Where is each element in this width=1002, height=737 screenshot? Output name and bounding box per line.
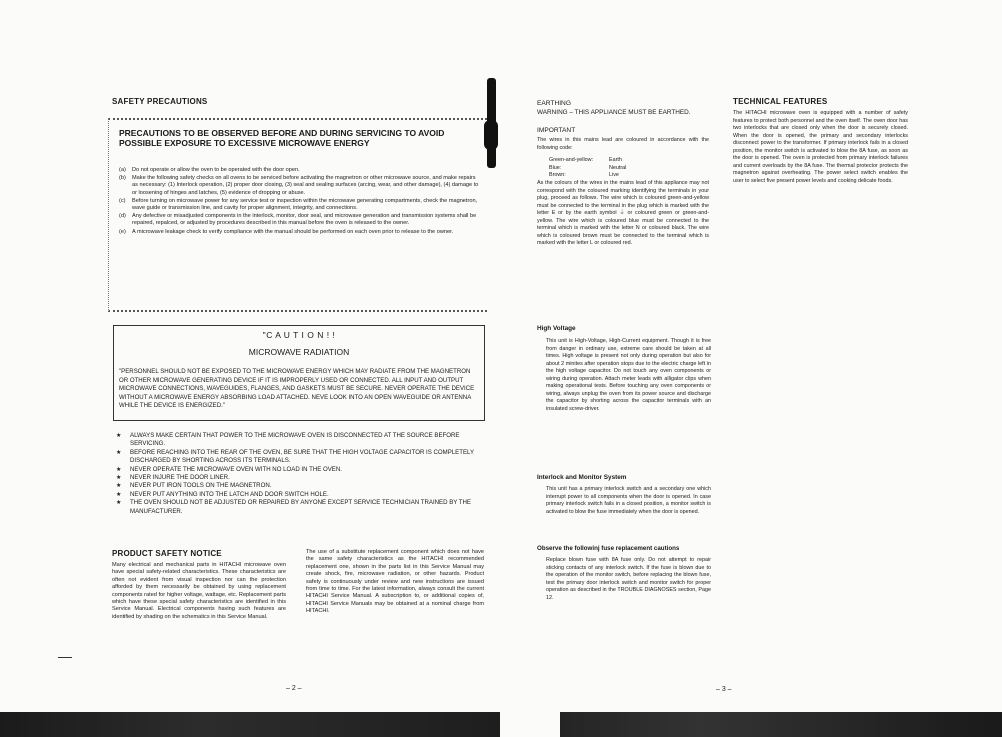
caution-title: "C A U T I O N ! !: [262, 330, 336, 340]
product-safety-col1: Many electrical and mechanical parts in HITACHI microwave oven have special safety-related characteristics. These characteristics are often not evident from visual inspection nor can the protection afforded by them necessarily be obtained by using replacement components rated for higher voltage, wattage, etc. Replacement parts which have these special safety characteristics are identified in this Service Manual. Electrical components having such features are identified by shading on the schematics in this Service Manual.: [112, 562, 286, 620]
scan-edge-gap: [500, 712, 560, 737]
list-item: ★ NEVER INJURE THE DOOR LINER.: [116, 474, 486, 482]
earthing-warning: WARNING – THIS APPLIANCE MUST BE EARTHED.: [537, 109, 691, 116]
precautions-list: [119, 167, 479, 236]
margin-dash: [58, 657, 72, 658]
list-item: (c) Before turning on microwave power for any service test or inspection within the microwave generating compartments, check the magnetron, wave guide or transmission line, and cavity for proper alignment, integrity, and connections.: [119, 197, 478, 212]
high-voltage-title: High Voltage: [537, 325, 576, 332]
interlock-body: This unit has a primary interlock switch and a secondary one which interrupt power to all components when the door is opened. In case primary interlock switch fails in a closed position, a monitor switch is activated to blow the fuse immediately when the door is opened.: [546, 486, 711, 515]
list-item: ★ NEVER PUT IRON TOOLS ON THE MAGNETRON.: [116, 482, 486, 490]
fuse-title: Observe the followinj fuse replacement cautions: [537, 545, 680, 552]
earthing-title: EARTHING: [537, 100, 571, 107]
list-item: (e) A microwave leakage check to verify compliance with the manual should be performed on each oven prior to release to the owner.: [119, 228, 454, 235]
caution-box: [113, 325, 485, 421]
table-row: Blue: Neutral: [549, 164, 627, 171]
list-item: ★ BEFORE REACHING INTO THE REAR OF THE OVEN, BE SURE THAT THE HIGH VOLTAGE CAPACITOR IS COMPLETELY DISCHARGED BY SHORTING ACROSS ITS TERMINALS.: [116, 449, 486, 466]
caution-subtitle: MICROWAVE RADIATION: [248, 347, 350, 357]
list-item: ★ THE OVEN SHOULD NOT BE ADJUSTED OR REPAIRED BY ANYONE EXCEPT SERVICE TECHNICIAN TRAINED BY THE MANUFACTURER.: [116, 499, 486, 516]
list-item: ★ ALWAYS MAKE CERTAIN THAT POWER TO THE MICROWAVE OVEN IS DISCONNECTED AT THE SOURCE BEFORE SERVICING.: [116, 432, 486, 449]
safety-precautions-title: SAFETY PRECAUTIONS: [112, 97, 208, 106]
list-item: (b) Make the following safety checks on all ovens to be serviced before activating the magnetron or other microwave source, and make repairs as necessary: (1) Interlock operation, (2) proper door closing, (3) seal and sealing surfaces (arcing, wear, and other damage), (4) damage to or loosening of hinges and latches, (5) evidence of dropping or abuse.: [119, 175, 479, 196]
interlock-title: Interlock and Monitor System: [537, 474, 627, 481]
technical-features-body: The HITACHI microwave oven is equipped with a number of safety features to protect both personnel and the oven itself. The oven door has two interlocks that are closed only when the door is securely closed. When the door is opened, the primary and secondary interlocks disconnect power to the transformer. If primary interlock fails in a closed position, the monitor switch is activated to blow the 8A fuse, as soon as the door is opened. The oven is protected from primary interlock failures and current overloads by the 8A fuse. The thermal protector protects the magnetron against overheating. The power select switch enables the user to select five present power levels and cooking delicate foods.: [733, 110, 908, 184]
high-voltage-body: This unit is High-Voltage, High-Current equipment. Though it is free from danger in ordinary use, extreme care should be taken at all times. High voltage is present not only during operation but also for about 2 minites after operation stops due to the electric charge left in the high voltage capacitor. Do not touch any oven components or wiring during operation. Attach meter leads with alligator clips when making operational tests. Before touching any oven components or wiring, always unplug the oven from its power source and discharge the capacitor by shorting across the capacitor terminals with an insulated screw-driver.: [546, 338, 711, 412]
table-row: Green-and-yellow: Earth: [549, 157, 622, 163]
list-item: ★ NEVER PUT ANYTHING INTO THE LATCH AND DOOR SWITCH HOLE.: [116, 491, 486, 499]
caution-text: "PERSONNEL SHOULD NOT BE EXPOSED TO THE MICROWAVE ENERGY WHICH MAY RADIATE FROM THE MAGNETRON OR OTHER MICROWAVE GENERATING DEVICE IF IT IS IMPROPERLY USED OR CONNECTED. ALL INPUT AND OUTPUT MICROWAVE CONNECTIONS, WAVEGUIDES, FLANGES, AND GASKETS MUST BE SECURE. NEVER OPERATE THE DEVICE WITHOUT A MICROWAVE ENERGY ABSORBING LOAD ATTACHED. NEVE LOOK INTO AN OPEN WAVEGUIDE OR ANTENNA WHILE THE DEVICE IS ENERGIZED.": [119, 368, 475, 409]
warning-list: [116, 432, 486, 516]
product-safety-col2: The use of a substitute replacement component which does not have the same safety characteristics as the HITACHI recommended replacement one, shown in the parts list in this Service Manual may create shock, fire, microwave radiation, or other hazards. Product safety is continuously under review and new instructions are issued from time to time. For the latest information, always consult the current HITACHI Service Manual. A subscription to, or additional copies of, HITACHI Service Manuals may be obtained at a nominal charge from HITACHI.: [306, 549, 484, 615]
list-item: ★ NEVER OPERATE THE MICROWAVE OVEN WITH NO LOAD IN THE OVEN.: [116, 466, 486, 474]
table-row: Brown: Live: [549, 172, 619, 179]
fuse-body: Replace blown fuse with 8A fuse only. Do not attempt to repair sticking contacts of any interlock switch. If the fuse is blown due to the operation of the monitor switch, before replacing the blown fuse, test the primary door interlock switch and monitor switch for proper operation as described in the TROUBLE DIAGNOSES section, Page 12.: [546, 557, 711, 601]
precautions-box: [108, 118, 487, 312]
important-body: As the colours of the wires in the mains lead of this appliance may not correspond with the coloured marking identifying the terminals in your plug, proceed as follows. The wire which is coloured green-and-yellow must be connected to the terminal in the plug which is marked with the letter E or by the earth symbol ⏚ or coloured green or green-and-yellow. The wire which is coloured blue must be connected to the terminal which is marked with the letter N or coloured black. The wire which is coloured brown must be connected to the terminal which is marked with the letter L or coloured red.: [537, 180, 709, 246]
product-safety-title: PRODUCT SAFETY NOTICE: [112, 549, 222, 558]
page-number-right: – 3 –: [716, 686, 732, 693]
page-number-left: – 2 –: [286, 685, 302, 692]
technical-features-title: TECHNICAL FEATURES: [733, 97, 828, 106]
list-item: (a) Do not operate or allow the oven to be operated with the door open.: [119, 167, 300, 173]
important-intro: The wires in this mains lead are coloured in accordance with the following code:: [537, 137, 709, 151]
precautions-heading: PRECAUTIONS TO BE OBSERVED BEFORE AND DURING SERVICING TO AVOID POSSIBLE EXPOSURE TO EXCESSIVE MICROWAVE ENERGY: [119, 128, 445, 148]
important-title: IMPORTANT: [537, 127, 576, 134]
color-code-table: [549, 157, 689, 180]
list-item: (d) Any defective or misadjusted components in the interlock, monitor, door seal, and microwave generation and transmission systems shall be repaired, repalced, or adjusted by procedures described in this manual before the oven is released to the owner.: [119, 213, 477, 227]
